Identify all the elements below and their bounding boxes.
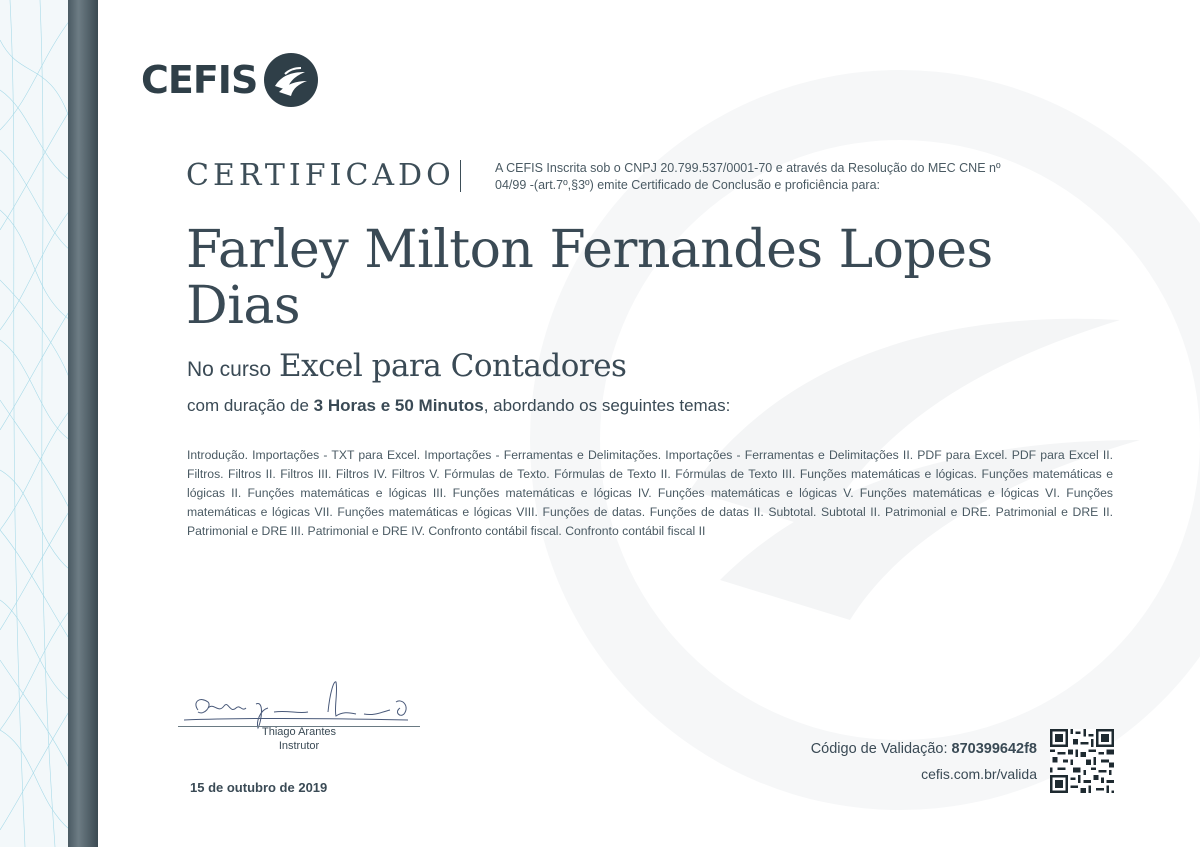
course-prefix: No curso (187, 358, 272, 381)
validation-code-line (700, 740, 1037, 758)
instructor-signature (178, 672, 418, 732)
instructor-name: Thiago Arantes (262, 726, 336, 738)
certificate-title: CERTIFICADO (186, 158, 455, 193)
cefis-book-logo-icon (263, 52, 319, 108)
validation-label: Código de Validação: (810, 741, 952, 757)
certificate-intro: A CEFIS Inscrita sob o CNPJ 20.799.537/0001-70 e através da Resolução do MEC CNE nº 04/99 -(art.7º,§3º) emite Certificado de Conclusão e proficiência para: (495, 161, 1001, 192)
validation-code: 870399642f8 (951, 741, 1037, 757)
course-line (187, 348, 626, 384)
issue-date: 15 de outubro de 2019 (190, 780, 328, 795)
duration-line (187, 396, 730, 416)
qr-code-icon[interactable] (1050, 729, 1114, 793)
cefis-logo (141, 52, 319, 108)
duration-suffix: , abordando os seguintes temas: (483, 396, 731, 415)
instructor-role: Instrutor (278, 740, 320, 752)
course-topics: Introdução. Importações - TXT para Excel. Importações - Ferramentas e Delimitações. Importações - Ferramentas e Delimitações II. PDF para Excel. PDF para Excel II. Filtros. Filtros II. Filtros III. Filtros IV. Filtros V. Fórmulas de Texto. Fórmulas de Texto II. Fórmulas de Texto III. Funções matemáticas e lógicas. Funções matemáticas e lógicas II. Funções matemáticas e lógicas III. Funções matemáticas e lógicas IV. Funções matemáticas e lógicas V. Funções matemáticas e lógicas VI. Funções matemáticas e lógicas VII. Funções matemáticas e lógicas VIII. Funções de datas. Funções de datas II. Subtotal. Subtotal II. Patrimonial e DRE. Patrimonial e DRE II. Patrimonial e DRE III. Patrimonial e DRE IV. Confronto contábil fiscal. Confronto contábil fiscal II (187, 448, 1113, 538)
duration-value: 3 Horas e 50 Minutos (313, 396, 484, 415)
decorative-sidebar (68, 0, 98, 847)
validation-url[interactable]: cefis.com.br/valida (921, 766, 1037, 782)
decorative-pattern (0, 0, 70, 847)
logo-text: CEFIS (141, 58, 258, 102)
duration-prefix: com duração de (187, 396, 314, 415)
course-name: Excel para Contadores (279, 348, 627, 384)
title-divider (460, 160, 461, 192)
student-name: Farley Milton Fernandes Lopes Dias (186, 220, 993, 336)
